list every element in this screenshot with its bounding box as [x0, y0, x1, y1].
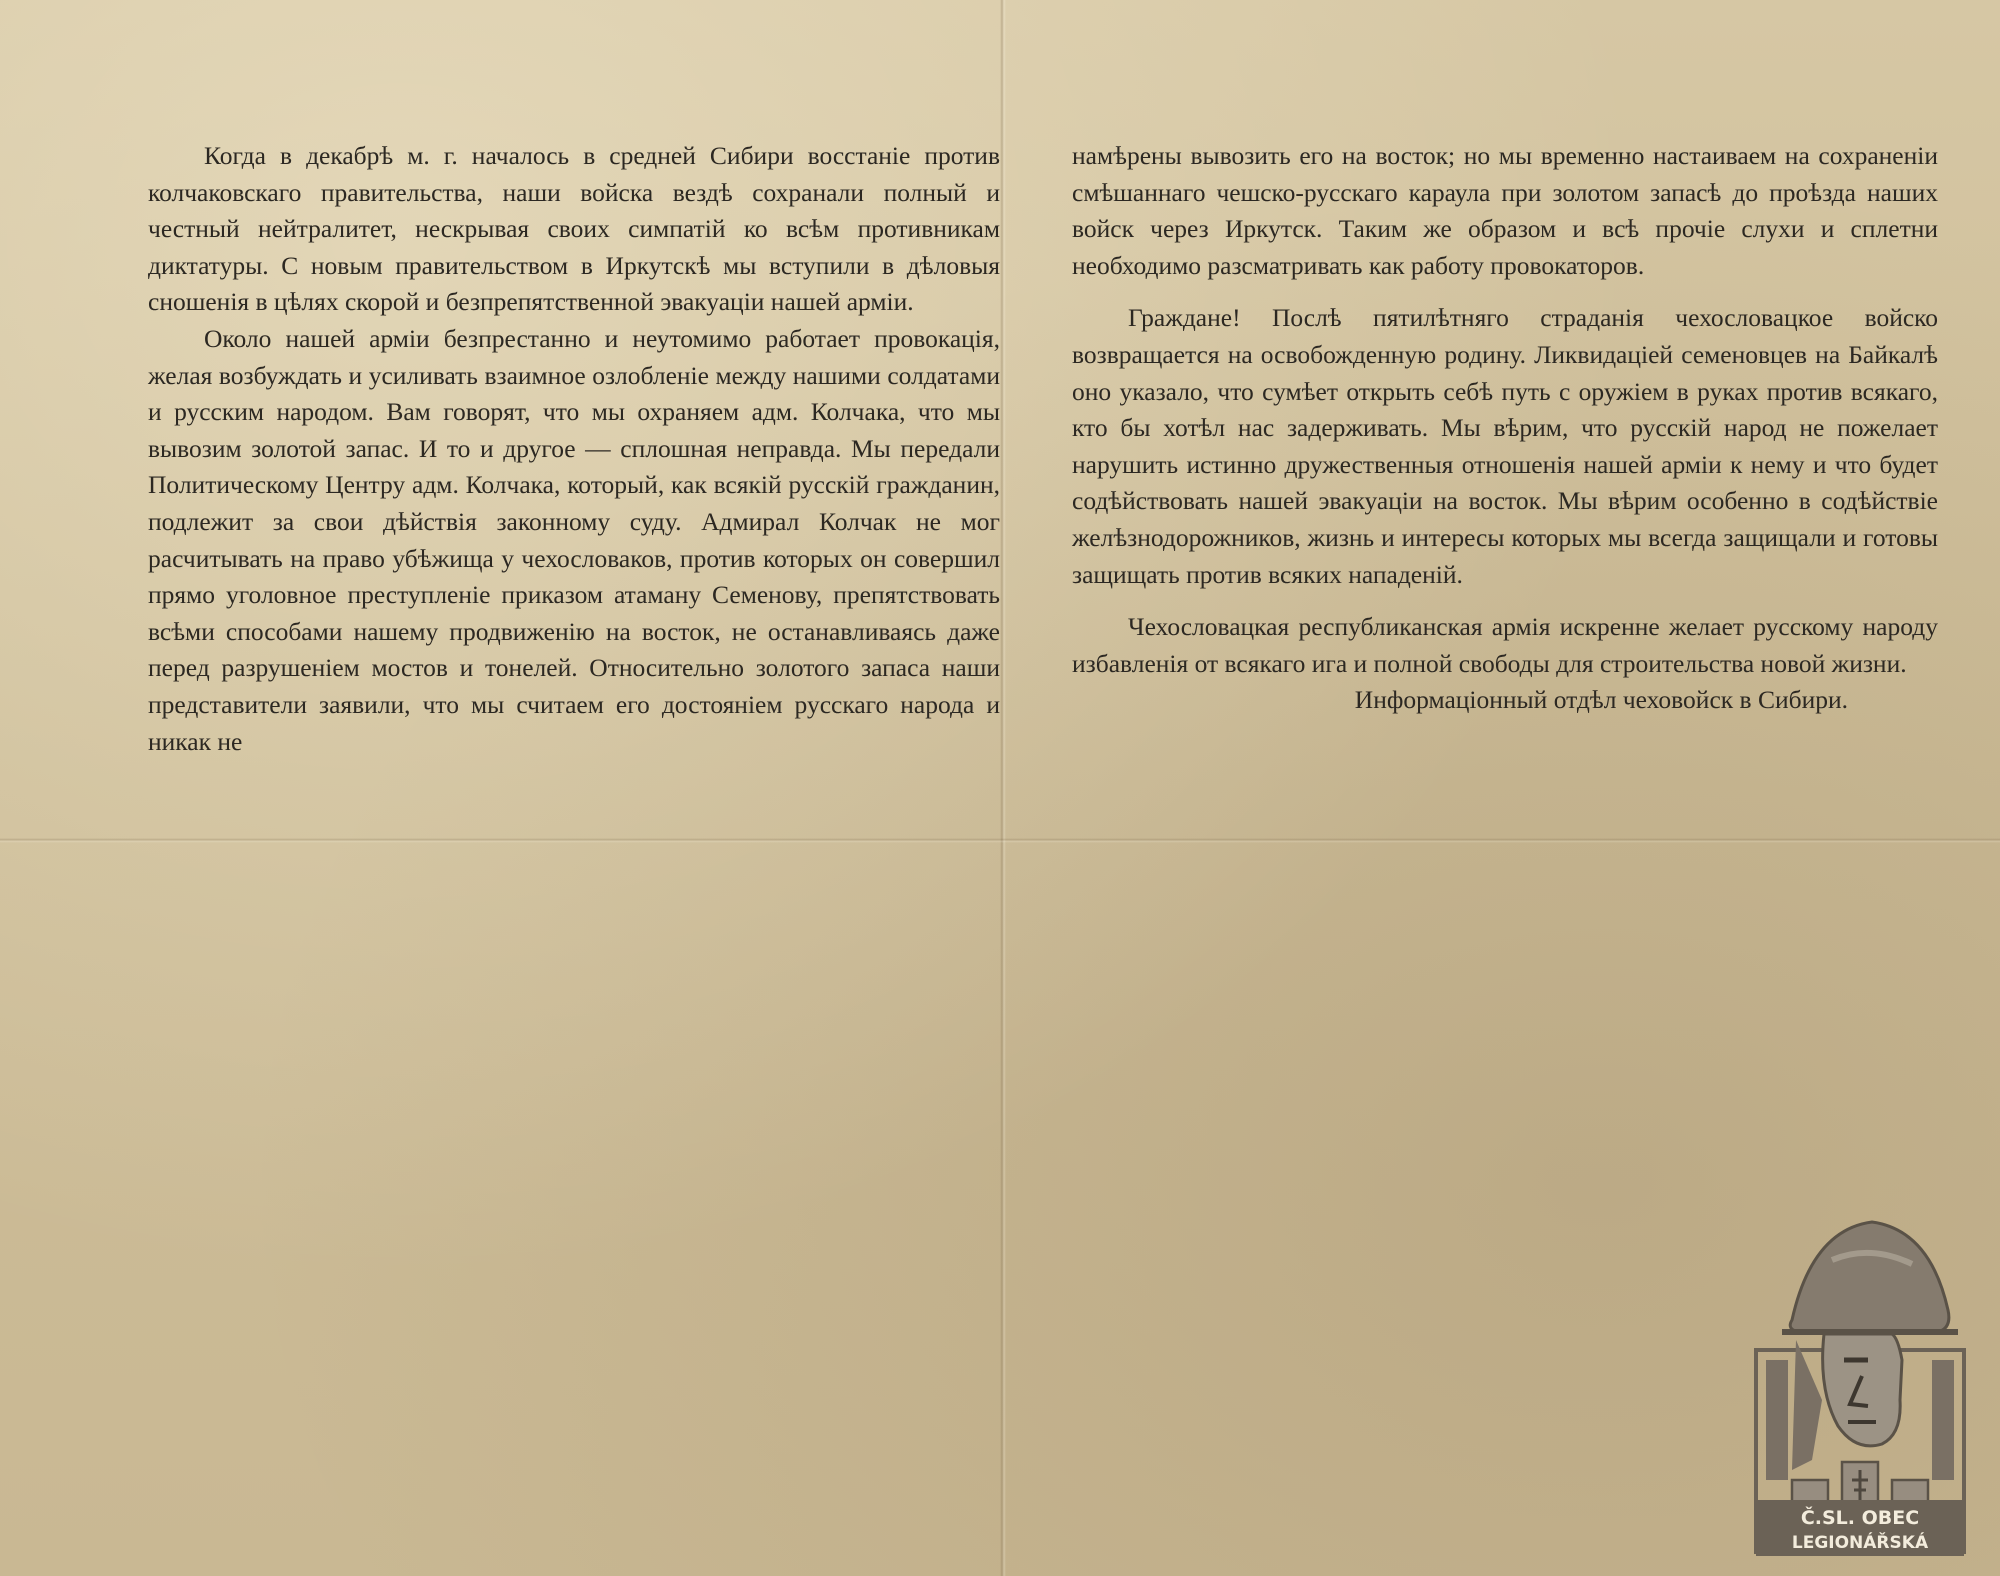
right-paragraph-3: Чехословацкая республиканская армія искренне желает русскому народу избавленія от всякаго ига и полной свободы для строительства новой жизни.	[1072, 612, 1938, 678]
legionnaire-helmet-emblem-icon	[1752, 1200, 1968, 1560]
vertical-fold-crease	[1000, 0, 1006, 1576]
left-paragraph-2: Около нашей арміи безпрестанно и неутомимо работает провокація, желая возбуждать и усиливать взаимное озлобленіе между нашими солдатами и русским народом. Вам говорят, что мы охраняем адм. Колчака, что мы вывозим золотой запас. И то и другое — сплошная неправда. Мы передали Политическому Центру адм. Колчака, который, как всякій русскій гражданин, подлежит за свои дѣйствія законному суду. Адмирал Колчак не мог расчитывать на право убѣжища у чехословаков, против которых он совершил прямо уголовное преступленіе приказом атаману Семенову, препятствовать всѣми способами нашему продвиженію на восток, не останавливаясь даже перед разрушеніем мостов и тонелей. Относительно золотого запаса наши представители заявили, что мы считаем его достояніем русскаго народа и никак не	[148, 323, 1000, 756]
left-paragraph-1: Когда в декабрѣ м. г. началось в средней Сибири восстаніе против колчаковскаго правительства, наши войска вездѣ сохранали полный и честный нейтралитет, нескрывая своих симпатій ко всѣм противникам диктатуры. С новым правительством в Иркутскѣ мы вступили в дѣловыя сношенія в цѣлях скорой и безпрепятственной эвакуаціи нашей арміи.	[148, 141, 1000, 317]
logo-line-1: Č.SL. OBEC	[1800, 1507, 1920, 1529]
left-column	[148, 138, 1000, 760]
right-paragraph-1: намѣрены вывозить его на восток; но мы временно настаиваем на сохраненіи смѣшаннаго чешско-русскаго караула при золотом запасѣ до проѣзда наших войск через Иркутск. Таким же образом и всѣ прочіе слухи и сплетни необходимо разсматривать как работу провокаторов.	[1072, 141, 1938, 280]
right-paragraph-2: Граждане! Послѣ пятилѣтняго страданія чехословацкое войско возвращается на освобожденную родину. Ликвидаціей семеновцев на Байкалѣ оно указало, что сумѣет открыть себѣ путь с оружіем в руках против всякаго, кто бы хотѣл нас задерживать. Мы вѣрим, что русскій народ не пожелает нарушить истинно дружественныя отношенія нашей арміи к нему и что будет содѣйствовать нашей эвакуаціи на восток. Мы вѣрим особенно в содѣйствіе желѣзнодорожников, жизнь и интересы которых мы всегда защищали и готовы защищать против всяких нападеній.	[1072, 303, 1938, 589]
signature-line: Информаціонный отдѣл чеховойск в Сибири.	[1354, 685, 1848, 715]
right-column	[1072, 138, 1938, 719]
legion-society-logo	[1752, 1200, 1968, 1560]
horizontal-fold-crease	[0, 838, 2000, 843]
logo-line-2: LEGIONÁŘSKÁ	[1791, 1533, 1929, 1553]
